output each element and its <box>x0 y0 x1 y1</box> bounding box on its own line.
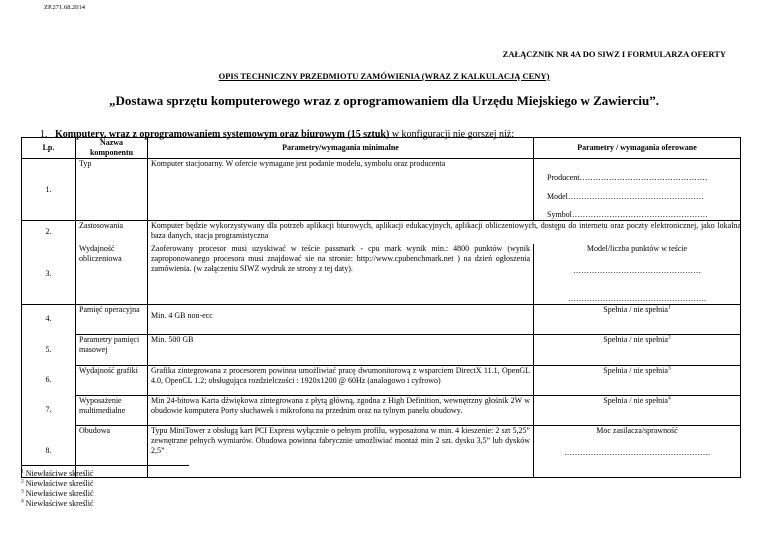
offered-benchmark-field[interactable]: ………………………………………… <box>573 265 701 275</box>
row-lp: 5. <box>22 334 76 365</box>
component-name: Wyposażenie multimedialne <box>76 395 148 425</box>
offered-producer[interactable]: Producent………………………………………… <box>547 173 708 182</box>
footnote: $^3$ Niewłaściwe skreślić <box>21 488 94 498</box>
offered-cell <box>534 425 741 477</box>
component-name: Zastosowania <box>76 221 148 244</box>
table-header-row <box>22 138 741 159</box>
row-lp: 6. <box>22 365 76 395</box>
document-subtitle: OPIS TECHNICZNY PRZEDMIOTU ZAMÓWIENIA (WRAZ Z KALKULACJĄ CENY) <box>218 71 550 81</box>
table-row <box>22 395 741 425</box>
component-name: Wydajność grafiki <box>76 365 148 395</box>
component-name: Parametry pamięci masowej <box>76 334 148 365</box>
min-requirement: Komputer stacjonarny. W ofercie wymagane jest podanie modelu, symbolu oraz producenta <box>148 159 534 221</box>
component-name: Wydajność obliczeniowa <box>76 244 148 305</box>
table-row <box>22 221 741 244</box>
min-requirement: Grafika zintegrowana z procesorem powinna umożliwiać pracę dwumonitorową z wsparciem DirectX 11.1, OpenGL 4.0, OpenCL 1.2; obsługująca rozdzielczości : 1920x1200 @ 60Hz (analogowo i cyfrowo) <box>148 365 534 395</box>
offered-compliance[interactable]: Spełnia / nie spełnia <box>603 334 668 344</box>
offered-psu-label: Moc zasilacza/sprawność <box>596 425 678 435</box>
offered-cell[interactable] <box>534 304 741 334</box>
row-lp: 2. <box>22 221 76 244</box>
min-requirement: Min 24-bitowa Karta dźwiękowa zintegrowana z płytą główną, zgodna z High Definition, wewnętrzny głośnik 2W w obudowie komputera Porty słuchawek i mikrofonu na przednim oraz na tylnym panelu obudowy. <box>148 395 534 425</box>
offered-symbol[interactable]: Symbol…………………………………………… <box>547 210 708 219</box>
component-name: Obudowa <box>76 425 148 477</box>
table-row <box>22 334 741 365</box>
footnote: $^2$ Niewłaściwe skreślić <box>21 478 94 488</box>
specification-table <box>21 137 741 478</box>
offered-psu-field[interactable]: ………………………………………………. <box>564 447 710 457</box>
offered-cell <box>534 159 741 221</box>
annex-heading: ZAŁĄCZNIK NR 4A DO SIWZ I FORMULARZA OFERTY <box>502 49 726 59</box>
min-requirement: Komputer będzie wykorzystywany dla potrzeb aplikacji biurowych, aplikacji edukacyjnych, aplikacji obliczeniowych, dostępu do internetu oraz poczty elektronicznej, jako lokalna baza danych, stacja programistyczna <box>148 221 741 244</box>
footnote-ref: 1 <box>667 303 671 310</box>
row-lp: 3. <box>22 244 76 305</box>
footnote-ref: 2 <box>667 333 671 340</box>
table-row <box>22 159 741 221</box>
offered-cell[interactable] <box>534 334 741 365</box>
min-requirement: Min. 500 GB <box>148 334 534 365</box>
offered-benchmark-field-2[interactable]: ……………………………………………. <box>568 293 706 303</box>
footnote-separator <box>21 465 189 466</box>
offered-compliance[interactable]: Spełnia / nie spełnia <box>603 395 668 405</box>
table-row <box>22 425 741 477</box>
section-number: 1. <box>40 129 48 140</box>
footnote-ref: 3 <box>667 364 671 371</box>
row-lp: 1. <box>22 159 76 221</box>
component-name: Typ <box>76 159 148 221</box>
offered-compliance[interactable]: Spełnia / nie spełnia <box>603 304 668 314</box>
offered-benchmark-label: Model/liczba punktów w teście <box>586 243 688 253</box>
offered-cell <box>534 244 741 305</box>
document-title: „Dostawa sprzętu komputerowego wraz z oprogramowaniem dla Urzędu Miejskiego w Zawierciu”. <box>109 93 659 108</box>
offered-cell[interactable] <box>534 365 741 395</box>
footnote: $^1$ Niewłaściwe skreślić <box>21 468 94 478</box>
row-lp: 8. <box>22 425 76 477</box>
offered-model[interactable]: Model…………………………………………… <box>547 192 704 201</box>
row-lp: 7. <box>22 395 76 425</box>
min-requirement: Typu MiniTower z obsługą kart PCI Express wyłącznie o pełnym profilu, wyposażona w min. 4 kieszenie: 2 szt 5,25” zewnętrzne pełnych wymiarów. Obudowa powinna fabrycznie umożliwiać montaż min 2 szt. dysku 3,5” lub dysków 2,5” <box>148 425 534 477</box>
footnote: $^4$ Niewłaściwe skreślić <box>21 498 94 508</box>
offered-compliance[interactable]: Spełnia / nie spełnia <box>603 365 668 375</box>
document-reference: ZP.271.68.2014 <box>44 4 85 11</box>
header-lp: Lp. <box>22 138 76 159</box>
row-lp: 4. <box>22 304 76 334</box>
table-row <box>22 304 741 334</box>
footnote-ref: 4 <box>667 394 671 401</box>
table-row <box>22 365 741 395</box>
section-title-rest: w konfiguracji nie gorszej niż: <box>389 129 514 140</box>
offered-cell[interactable] <box>534 395 741 425</box>
header-min-requirements: Parametry/wymagania minimalne <box>148 138 534 159</box>
table-row <box>22 244 741 305</box>
section-title: Komputery, wraz z oprogramowaniem systemowym oraz biurowym (15 sztuk) <box>55 129 390 140</box>
min-requirement: Min. 4 GB non-ecc <box>148 304 534 334</box>
header-component: Nazwa komponentu <box>76 138 148 159</box>
component-name: Pamięć operacyjna <box>76 304 148 334</box>
min-requirement: Zaoferowany procesor musi uzyskiwać w teście passmark - cpu mark wynik min.: 4800 punktów (wynik zaproponowanego procesora musi znajdować sie na stronie: http://www.cpubenchmark.net ) na dzień ogłoszenia zamówienia. (w załączeniu SIWZ wydruk ze strony z tej daty). <box>148 244 534 305</box>
header-offered: Parametry / wymagania oferowane <box>534 138 741 159</box>
